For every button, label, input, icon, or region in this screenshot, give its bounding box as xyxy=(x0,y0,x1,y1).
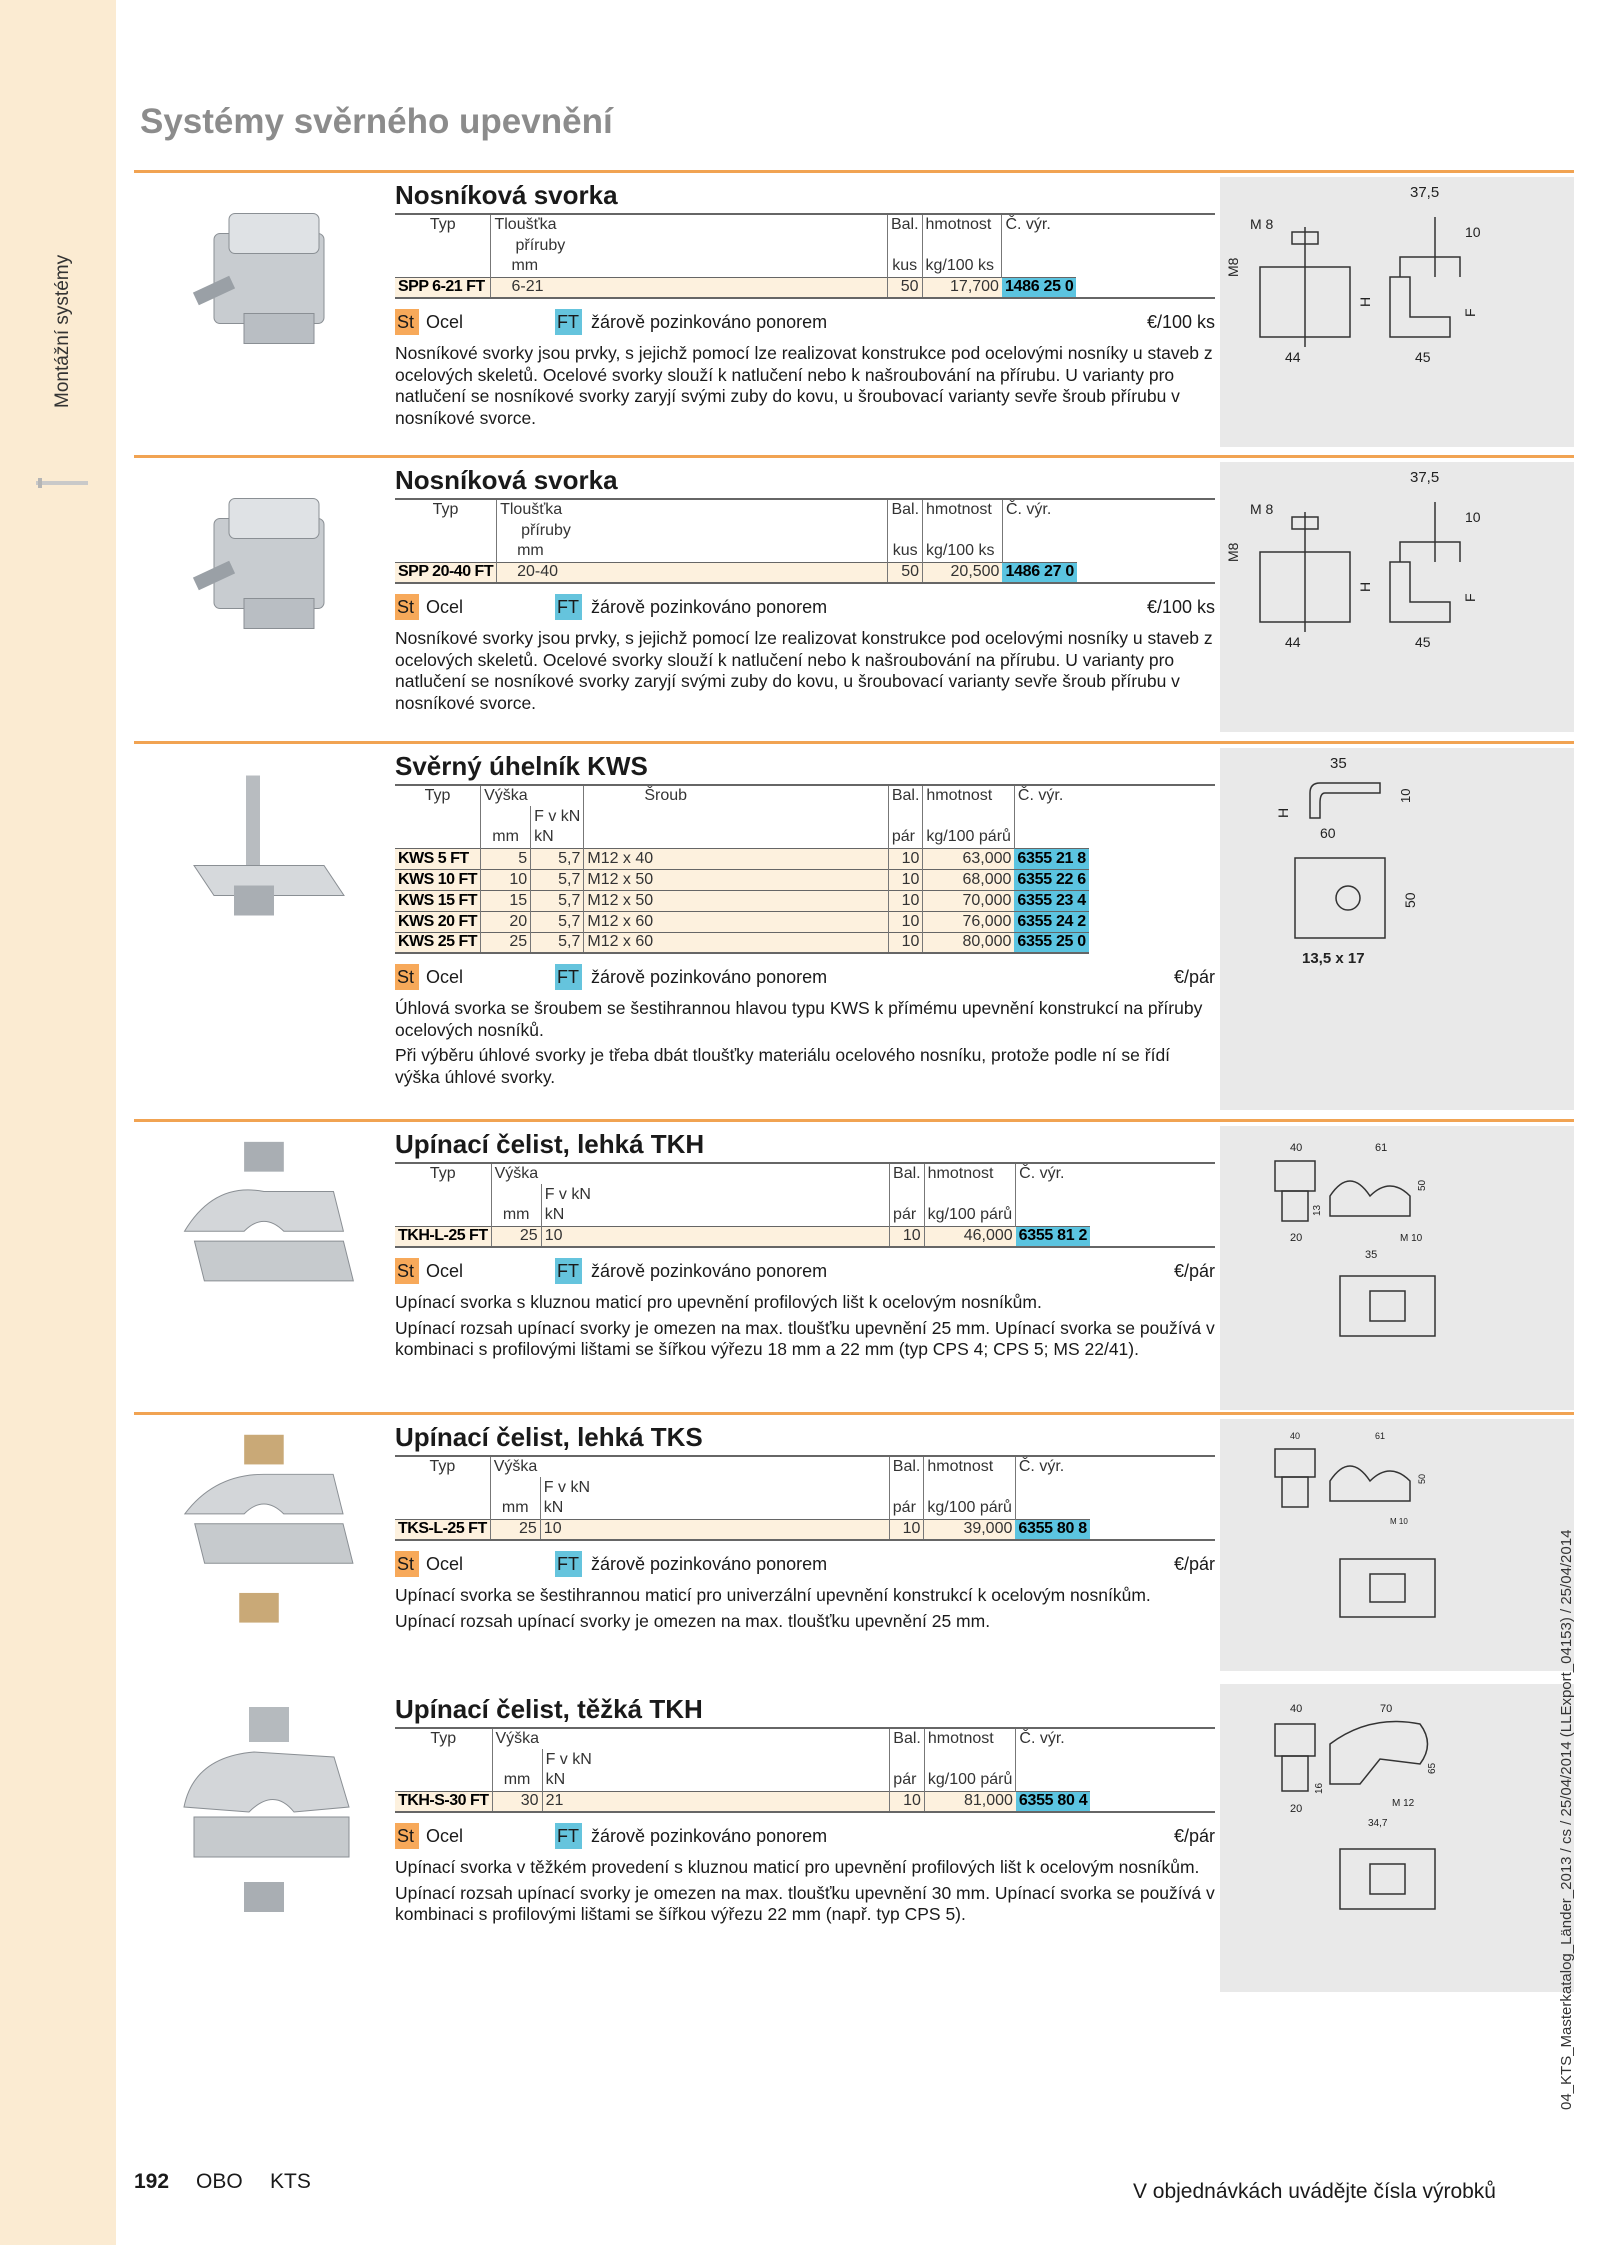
table-row xyxy=(395,1791,1215,1812)
material-line xyxy=(395,1256,1215,1286)
description-paragraph: Upínací svorka se šestihrannou maticí pro univerzální upevnění konstrukcí k ocelovým nosníkům. xyxy=(395,1585,1151,1605)
material-name: Ocel xyxy=(426,1826,464,1846)
dim-label: H xyxy=(1357,581,1373,592)
price-unit: €/100 ks xyxy=(1146,597,1215,617)
header-hmotnost: hmotnost xyxy=(922,214,1002,235)
row-article-number: 1486 27 0 xyxy=(1002,562,1076,583)
dim-label: 60 xyxy=(1320,825,1336,841)
finish-badge: FT xyxy=(555,1823,582,1849)
row-type-code: KWS 5 FT xyxy=(395,848,481,869)
spec-table xyxy=(395,498,1215,584)
description-paragraph: Upínací rozsah upínací svorky je omezen na max. tloušťku upevnění 30 mm. Upínací svorka se používá v kombinaci s profilovými lištami se šířkou výřezu 22 mm (např. typ CPS 5). xyxy=(395,1882,1215,1924)
row-param1: 10 xyxy=(481,869,531,890)
heavy-clamping-jaw-photo-icon xyxy=(134,1687,384,2007)
dim-label: 35 xyxy=(1330,755,1347,772)
row-param2: 5,7 xyxy=(531,869,584,890)
header-article: Č. výr. xyxy=(1016,1728,1090,1749)
description-paragraph: Upínací svorka s kluznou maticí pro upevnění profilových lišt k ocelovým nosníkům. xyxy=(395,1292,1042,1312)
product-description xyxy=(395,343,1215,429)
row-param1: 25 xyxy=(491,1226,541,1247)
finish-badge: FT xyxy=(555,964,582,990)
header-hmotnost: hmotnost xyxy=(923,499,1003,520)
header-param1: Tloušťka xyxy=(497,499,888,520)
product-section-tkh-s xyxy=(134,1687,1574,2007)
unit-hmotnost: kg/100 párů xyxy=(924,1205,1016,1226)
technical-drawing xyxy=(1220,462,1574,732)
header-param1: Výška xyxy=(491,1163,541,1184)
row-article-number: 6355 23 4 xyxy=(1014,890,1088,911)
angle-clamp-photo-icon xyxy=(134,744,384,1117)
product-description xyxy=(395,1585,1215,1632)
header-bal: Bal. xyxy=(888,785,923,806)
dim-label: 40 xyxy=(1290,1142,1303,1154)
dim-label: 50 xyxy=(1417,1179,1428,1191)
dim-label: 45 xyxy=(1415,349,1431,365)
header-bal: Bal. xyxy=(890,1163,925,1184)
row-param2: 5,7 xyxy=(531,911,584,932)
row-param3: M12 x 60 xyxy=(584,911,888,932)
dim-label: 61 xyxy=(1375,1431,1386,1441)
dim-label: 34,7 xyxy=(1368,1818,1388,1829)
dim-label: M 10 xyxy=(1390,1517,1408,1526)
product-section-spp-6-21 xyxy=(134,170,1574,454)
clamping-jaw-drawing-icon xyxy=(1220,1126,1574,1410)
heavy-clamping-jaw-drawing-icon xyxy=(1220,1684,1574,1992)
header-param2: F v kN xyxy=(542,1749,890,1770)
product-title: Upínací čelist, těžká TKH xyxy=(395,1694,703,1724)
unit-param1: mm xyxy=(491,1205,541,1226)
unit-param1: mm xyxy=(491,256,887,277)
dim-label: 45 xyxy=(1415,634,1431,650)
row-param1: 6-21 xyxy=(491,277,887,298)
row-param3: M12 x 50 xyxy=(584,869,888,890)
product-section-tks-l xyxy=(134,1412,1574,1674)
header-param2: F v kN xyxy=(531,806,584,827)
row-article-number: 6355 21 8 xyxy=(1014,848,1088,869)
header-hmotnost: hmotnost xyxy=(924,1163,1016,1184)
finish-badge: FT xyxy=(555,1551,582,1577)
row-param2: 10 xyxy=(541,1226,889,1247)
row-param1: 25 xyxy=(490,1519,540,1540)
dim-label: M 8 xyxy=(1250,216,1274,232)
finish-name: žárově pozinkováno ponorem xyxy=(591,597,828,617)
table-row xyxy=(395,1519,1215,1540)
product-description xyxy=(395,1292,1215,1361)
unit-param2: kN xyxy=(542,1770,890,1791)
row-article-number: 6355 24 2 xyxy=(1014,911,1088,932)
row-param1: 20 xyxy=(481,911,531,932)
spec-table xyxy=(395,1455,1215,1541)
row-bal: 10 xyxy=(888,869,923,890)
dim-label: 10 xyxy=(1465,509,1481,525)
header-param1: Výška xyxy=(481,785,531,806)
clamping-jaw-photo-icon xyxy=(134,1122,384,1410)
product-description xyxy=(395,1857,1215,1926)
footer-brand: OBO xyxy=(196,2170,243,2193)
table-row xyxy=(395,869,1215,890)
description-paragraph: Upínací rozsah upínací svorky je omezen na max. tloušťku upevnění 25 mm. xyxy=(395,1610,991,1631)
header-hmotnost: hmotnost xyxy=(924,1728,1016,1749)
unit-bal: kus xyxy=(887,256,922,277)
row-param2: 10 xyxy=(540,1519,889,1540)
row-article-number: 6355 80 4 xyxy=(1016,1791,1090,1812)
spec-table xyxy=(395,784,1215,954)
unit-bal: kus xyxy=(888,541,923,562)
table-row xyxy=(395,932,1215,953)
table-row xyxy=(395,890,1215,911)
price-unit: €/pár xyxy=(1173,967,1215,987)
header-param1b: příruby xyxy=(497,520,888,541)
row-hmotnost: 17,700 xyxy=(922,277,1002,298)
row-hmotnost: 46,000 xyxy=(924,1226,1016,1247)
material-line xyxy=(395,1549,1215,1579)
material-badge: St xyxy=(395,309,419,335)
row-type-code: TKH-L-25 FT xyxy=(395,1226,491,1247)
material-name: Ocel xyxy=(426,312,464,332)
header-typ: Typ xyxy=(395,785,481,806)
row-bal: 50 xyxy=(887,277,922,298)
page-number: 192 xyxy=(134,2170,170,2193)
technical-drawing xyxy=(1220,1126,1574,1410)
unit-hmotnost: kg/100 párů xyxy=(923,827,1015,848)
header-bal: Bal. xyxy=(888,499,923,520)
product-description xyxy=(395,998,1215,1088)
description-paragraph: Nosníkové svorky jsou prvky, s jejichž pomocí lze realizovat konstrukce pod ocelovými nosníky u staveb z ocelových skeletů. Ocelové svorky slouží k natlučení nebo k našroubování na přírubu. U varianty pro natlučení se nosníkové svorky zaryjí svými zuby do kovu, u šroubovací varianty sevře šroub přírubu v nosníkové svorce. xyxy=(395,628,1213,713)
unit-hmotnost: kg/100 ks xyxy=(922,256,1002,277)
header-param2: F v kN xyxy=(541,1184,889,1205)
description-paragraph: Při výběru úhlové svorky je třeba dbát tloušťky materiálu ocelového nosníku, protože podle ní se řídí výška úhlové svorky. xyxy=(395,1045,1171,1087)
dim-label: 10 xyxy=(1398,788,1413,803)
material-name: Ocel xyxy=(426,967,464,987)
dim-label: 44 xyxy=(1285,634,1301,650)
material-badge: St xyxy=(395,1823,419,1849)
row-hmotnost: 39,000 xyxy=(924,1519,1016,1540)
unit-bal: pár xyxy=(890,1205,925,1226)
product-section-kws xyxy=(134,741,1574,1117)
dim-label: F xyxy=(1462,593,1478,602)
header-article: Č. výr. xyxy=(1014,785,1088,806)
header-typ: Typ xyxy=(395,1163,491,1184)
dim-label: 44 xyxy=(1285,349,1301,365)
header-article: Č. výr. xyxy=(1002,499,1076,520)
unit-hmotnost: kg/100 párů xyxy=(924,1498,1016,1519)
finish-name: žárově pozinkováno ponorem xyxy=(591,312,828,332)
row-param3: M12 x 60 xyxy=(584,932,888,953)
header-bal: Bal. xyxy=(887,214,922,235)
finish-badge: FT xyxy=(555,309,582,335)
header-article: Č. výr. xyxy=(1015,1456,1089,1477)
rail-icon xyxy=(36,478,88,488)
row-type-code: KWS 25 FT xyxy=(395,932,481,953)
row-param1: 20-40 xyxy=(497,562,888,583)
table-row xyxy=(395,848,1215,869)
product-title: Upínací čelist, lehká TKH xyxy=(395,1129,705,1159)
spec-table xyxy=(395,1727,1215,1813)
row-param1: 5 xyxy=(481,848,531,869)
row-bal: 10 xyxy=(888,848,923,869)
material-line xyxy=(395,307,1215,337)
dim-label: 13,5 x 17 xyxy=(1302,950,1365,967)
spec-table xyxy=(395,213,1215,299)
dim-label: F xyxy=(1462,308,1478,317)
footer-catalog: KTS xyxy=(270,2170,311,2193)
row-article-number: 6355 25 0 xyxy=(1014,932,1088,953)
row-hmotnost: 76,000 xyxy=(923,911,1015,932)
description-paragraph: Úhlová svorka se šroubem se šestihrannou hlavou typu KWS k přímému upevnění konstrukcí na příruby ocelových nosníků. xyxy=(395,998,1203,1040)
price-unit: €/pár xyxy=(1173,1261,1215,1281)
unit-param1: mm xyxy=(497,541,888,562)
unit-param1: mm xyxy=(492,1770,542,1791)
header-article: Č. výr. xyxy=(1016,1163,1090,1184)
unit-hmotnost: kg/100 párů xyxy=(924,1770,1016,1791)
row-type-code: KWS 10 FT xyxy=(395,869,481,890)
header-bal: Bal. xyxy=(890,1728,925,1749)
row-bal: 50 xyxy=(888,562,923,583)
product-body xyxy=(395,1687,1215,1930)
product-title: Upínací čelist, lehká TKS xyxy=(395,1422,703,1452)
finish-badge: FT xyxy=(555,594,582,620)
row-article-number: 6355 80 8 xyxy=(1015,1519,1089,1540)
header-param3: Šroub xyxy=(584,785,888,806)
row-param2: 5,7 xyxy=(531,848,584,869)
row-type-code: KWS 15 FT xyxy=(395,890,481,911)
dim-label: 40 xyxy=(1290,1703,1303,1715)
dim-label: 61 xyxy=(1375,1142,1388,1154)
product-title: Nosníková svorka xyxy=(395,465,618,495)
material-badge: St xyxy=(395,964,419,990)
finish-name: žárově pozinkováno ponorem xyxy=(591,1554,828,1574)
row-type-code: TKS-L-25 FT xyxy=(395,1519,490,1540)
spec-table xyxy=(395,1162,1215,1248)
dim-label: 50 xyxy=(1417,1473,1427,1484)
material-badge: St xyxy=(395,1551,419,1577)
row-article-number: 6355 22 6 xyxy=(1014,869,1088,890)
row-param1: 25 xyxy=(481,932,531,953)
row-param3: M12 x 40 xyxy=(584,848,888,869)
row-param1: 30 xyxy=(492,1791,542,1812)
row-hmotnost: 63,000 xyxy=(923,848,1015,869)
dim-label: 20 xyxy=(1290,1232,1303,1244)
row-bal: 10 xyxy=(890,1791,925,1812)
dim-label: 16 xyxy=(1314,1782,1325,1794)
dim-label: 50 xyxy=(1402,892,1418,908)
material-badge: St xyxy=(395,594,419,620)
beam-clamp-drawing-icon xyxy=(1220,177,1574,447)
dim-label: 10 xyxy=(1465,224,1481,240)
dim-label: M 10 xyxy=(1400,1233,1423,1244)
dim-label: 37,5 xyxy=(1410,469,1440,486)
header-bal: Bal. xyxy=(889,1456,924,1477)
unit-bal: pár xyxy=(889,1498,924,1519)
header-article: Č. výr. xyxy=(1002,214,1076,235)
technical-drawing xyxy=(1220,1684,1574,1992)
header-hmotnost: hmotnost xyxy=(923,785,1015,806)
row-type-code: SPP 6-21 FT xyxy=(395,277,491,298)
product-title: Nosníková svorka xyxy=(395,180,618,210)
header-param1: Výška xyxy=(492,1728,542,1749)
product-body xyxy=(395,744,1215,1092)
technical-drawing xyxy=(1220,177,1574,447)
dim-label: 20 xyxy=(1290,1803,1303,1815)
product-body xyxy=(395,1415,1215,1636)
header-param1: Tloušťka xyxy=(491,214,887,235)
product-body xyxy=(395,458,1215,718)
header-param1: Výška xyxy=(490,1456,540,1477)
unit-bal: pár xyxy=(890,1770,925,1791)
technical-drawing xyxy=(1220,1419,1574,1671)
row-hmotnost: 70,000 xyxy=(923,890,1015,911)
row-article-number: 6355 81 2 xyxy=(1016,1226,1090,1247)
description-paragraph: Nosníkové svorky jsou prvky, s jejichž pomocí lze realizovat konstrukce pod ocelovými nosníky u staveb z ocelových skeletů. Ocelové svorky slouží k natlučení nebo k našroubování na přírubu. U varianty pro natlučení se nosníkové svorky zaryjí svými zuby do kovu, u šroubovací varianty sevře šroub přírubu v nosníkové svorce. xyxy=(395,343,1213,428)
material-line xyxy=(395,1821,1215,1851)
finish-badge: FT xyxy=(555,1258,582,1284)
row-param2: 5,7 xyxy=(531,932,584,953)
dim-label: 70 xyxy=(1380,1703,1393,1715)
table-row xyxy=(395,562,1215,583)
page-title: Systémy svěrného upevnění xyxy=(140,102,613,141)
side-meta-text: 04_KTS_Masterkatalog_Länder_2013 / cs / 25/04/2014 (LLExport_04153) / 25/04/2014 xyxy=(1558,1529,1575,2110)
description-paragraph: Upínací svorka v těžkém provedení s kluznou maticí pro upevnění profilových lišt k ocelovým nosníkům. xyxy=(395,1857,1200,1877)
dim-label: 40 xyxy=(1290,1431,1301,1441)
header-param1b: příruby xyxy=(491,235,887,256)
product-body xyxy=(395,1122,1215,1365)
material-badge: St xyxy=(395,1258,419,1284)
unit-param2: kN xyxy=(541,1205,889,1226)
row-param1: 15 xyxy=(481,890,531,911)
finish-name: žárově pozinkováno ponorem xyxy=(591,1261,828,1281)
header-typ: Typ xyxy=(395,1456,490,1477)
row-hmotnost: 81,000 xyxy=(924,1791,1016,1812)
unit-param2: kN xyxy=(540,1498,889,1519)
price-unit: €/pár xyxy=(1173,1826,1215,1846)
row-article-number: 1486 25 0 xyxy=(1002,277,1076,298)
product-description xyxy=(395,628,1215,714)
description-paragraph: Upínací rozsah upínací svorky je omezen na max. tloušťku upevnění 25 mm. Upínací svorka se používá v kombinaci s profilovými lištami se šířkou výřezu 18 mm a 22 mm (typ CPS 4; CPS 5; MS 22/41). xyxy=(395,1317,1215,1359)
material-line xyxy=(395,962,1215,992)
table-row xyxy=(395,1226,1215,1247)
row-hmotnost: 68,000 xyxy=(923,869,1015,890)
row-hmotnost: 20,500 xyxy=(923,562,1003,583)
dim-label: H xyxy=(1357,296,1373,307)
row-type-code: SPP 20-40 FT xyxy=(395,562,497,583)
header-param2: F v kN xyxy=(540,1477,889,1498)
sidebar-label-text: Montážní systémy xyxy=(52,254,73,408)
material-name: Ocel xyxy=(426,1554,464,1574)
material-name: Ocel xyxy=(426,1261,464,1281)
dim-label: 13 xyxy=(1312,1204,1323,1216)
material-line xyxy=(395,592,1215,622)
finish-name: žárově pozinkováno ponorem xyxy=(591,1826,828,1846)
dim-label: M8 xyxy=(1225,542,1241,562)
material-name: Ocel xyxy=(426,597,464,617)
finish-name: žárově pozinkováno ponorem xyxy=(591,967,828,987)
row-bal: 10 xyxy=(888,911,923,932)
beam-clamp-photo-icon xyxy=(134,173,384,454)
unit-hmotnost: kg/100 ks xyxy=(923,541,1003,562)
product-title: Svěrný úhelník KWS xyxy=(395,751,648,781)
angle-clamp-drawing-icon xyxy=(1220,748,1574,1110)
unit-param1: mm xyxy=(490,1498,540,1519)
dim-label: 65 xyxy=(1427,1762,1438,1774)
price-unit: €/pár xyxy=(1173,1554,1215,1574)
dim-label: H xyxy=(1275,807,1291,818)
row-type-code: TKH-S-30 FT xyxy=(395,1791,492,1812)
row-param3: M12 x 50 xyxy=(584,890,888,911)
row-hmotnost: 80,000 xyxy=(923,932,1015,953)
clamping-jaw-drawing-icon xyxy=(1220,1419,1574,1671)
unit-param1: mm xyxy=(481,827,531,848)
dim-label: M8 xyxy=(1225,257,1241,277)
footer-note: V objednávkách uvádějte čísla výrobků xyxy=(1132,2180,1496,2203)
header-typ: Typ xyxy=(395,1728,492,1749)
row-bal: 10 xyxy=(888,932,923,953)
row-bal: 10 xyxy=(888,890,923,911)
unit-bal: pár xyxy=(888,827,923,848)
row-bal: 10 xyxy=(889,1519,924,1540)
dim-label: M 8 xyxy=(1250,501,1274,517)
product-section-tkh-l xyxy=(134,1119,1574,1410)
row-param2: 5,7 xyxy=(531,890,584,911)
beam-clamp-drawing-icon xyxy=(1220,462,1574,732)
technical-drawing xyxy=(1220,748,1574,1110)
dim-label: M 12 xyxy=(1392,1798,1415,1809)
header-typ: Typ xyxy=(395,214,491,235)
unit-param2: kN xyxy=(531,827,584,848)
product-section-spp-20-40 xyxy=(134,455,1574,739)
header-typ: Typ xyxy=(395,499,497,520)
header-hmotnost: hmotnost xyxy=(924,1456,1016,1477)
table-row xyxy=(395,911,1215,932)
clamping-jaw-photo-icon xyxy=(134,1415,384,1674)
dim-label: 37,5 xyxy=(1410,184,1440,201)
row-type-code: KWS 20 FT xyxy=(395,911,481,932)
row-bal: 10 xyxy=(890,1226,925,1247)
row-param2: 21 xyxy=(542,1791,890,1812)
table-row xyxy=(395,277,1215,298)
beam-clamp-photo-icon xyxy=(134,458,384,739)
dim-label: 35 xyxy=(1365,1249,1378,1261)
product-body xyxy=(395,173,1215,433)
price-unit: €/100 ks xyxy=(1146,312,1215,332)
